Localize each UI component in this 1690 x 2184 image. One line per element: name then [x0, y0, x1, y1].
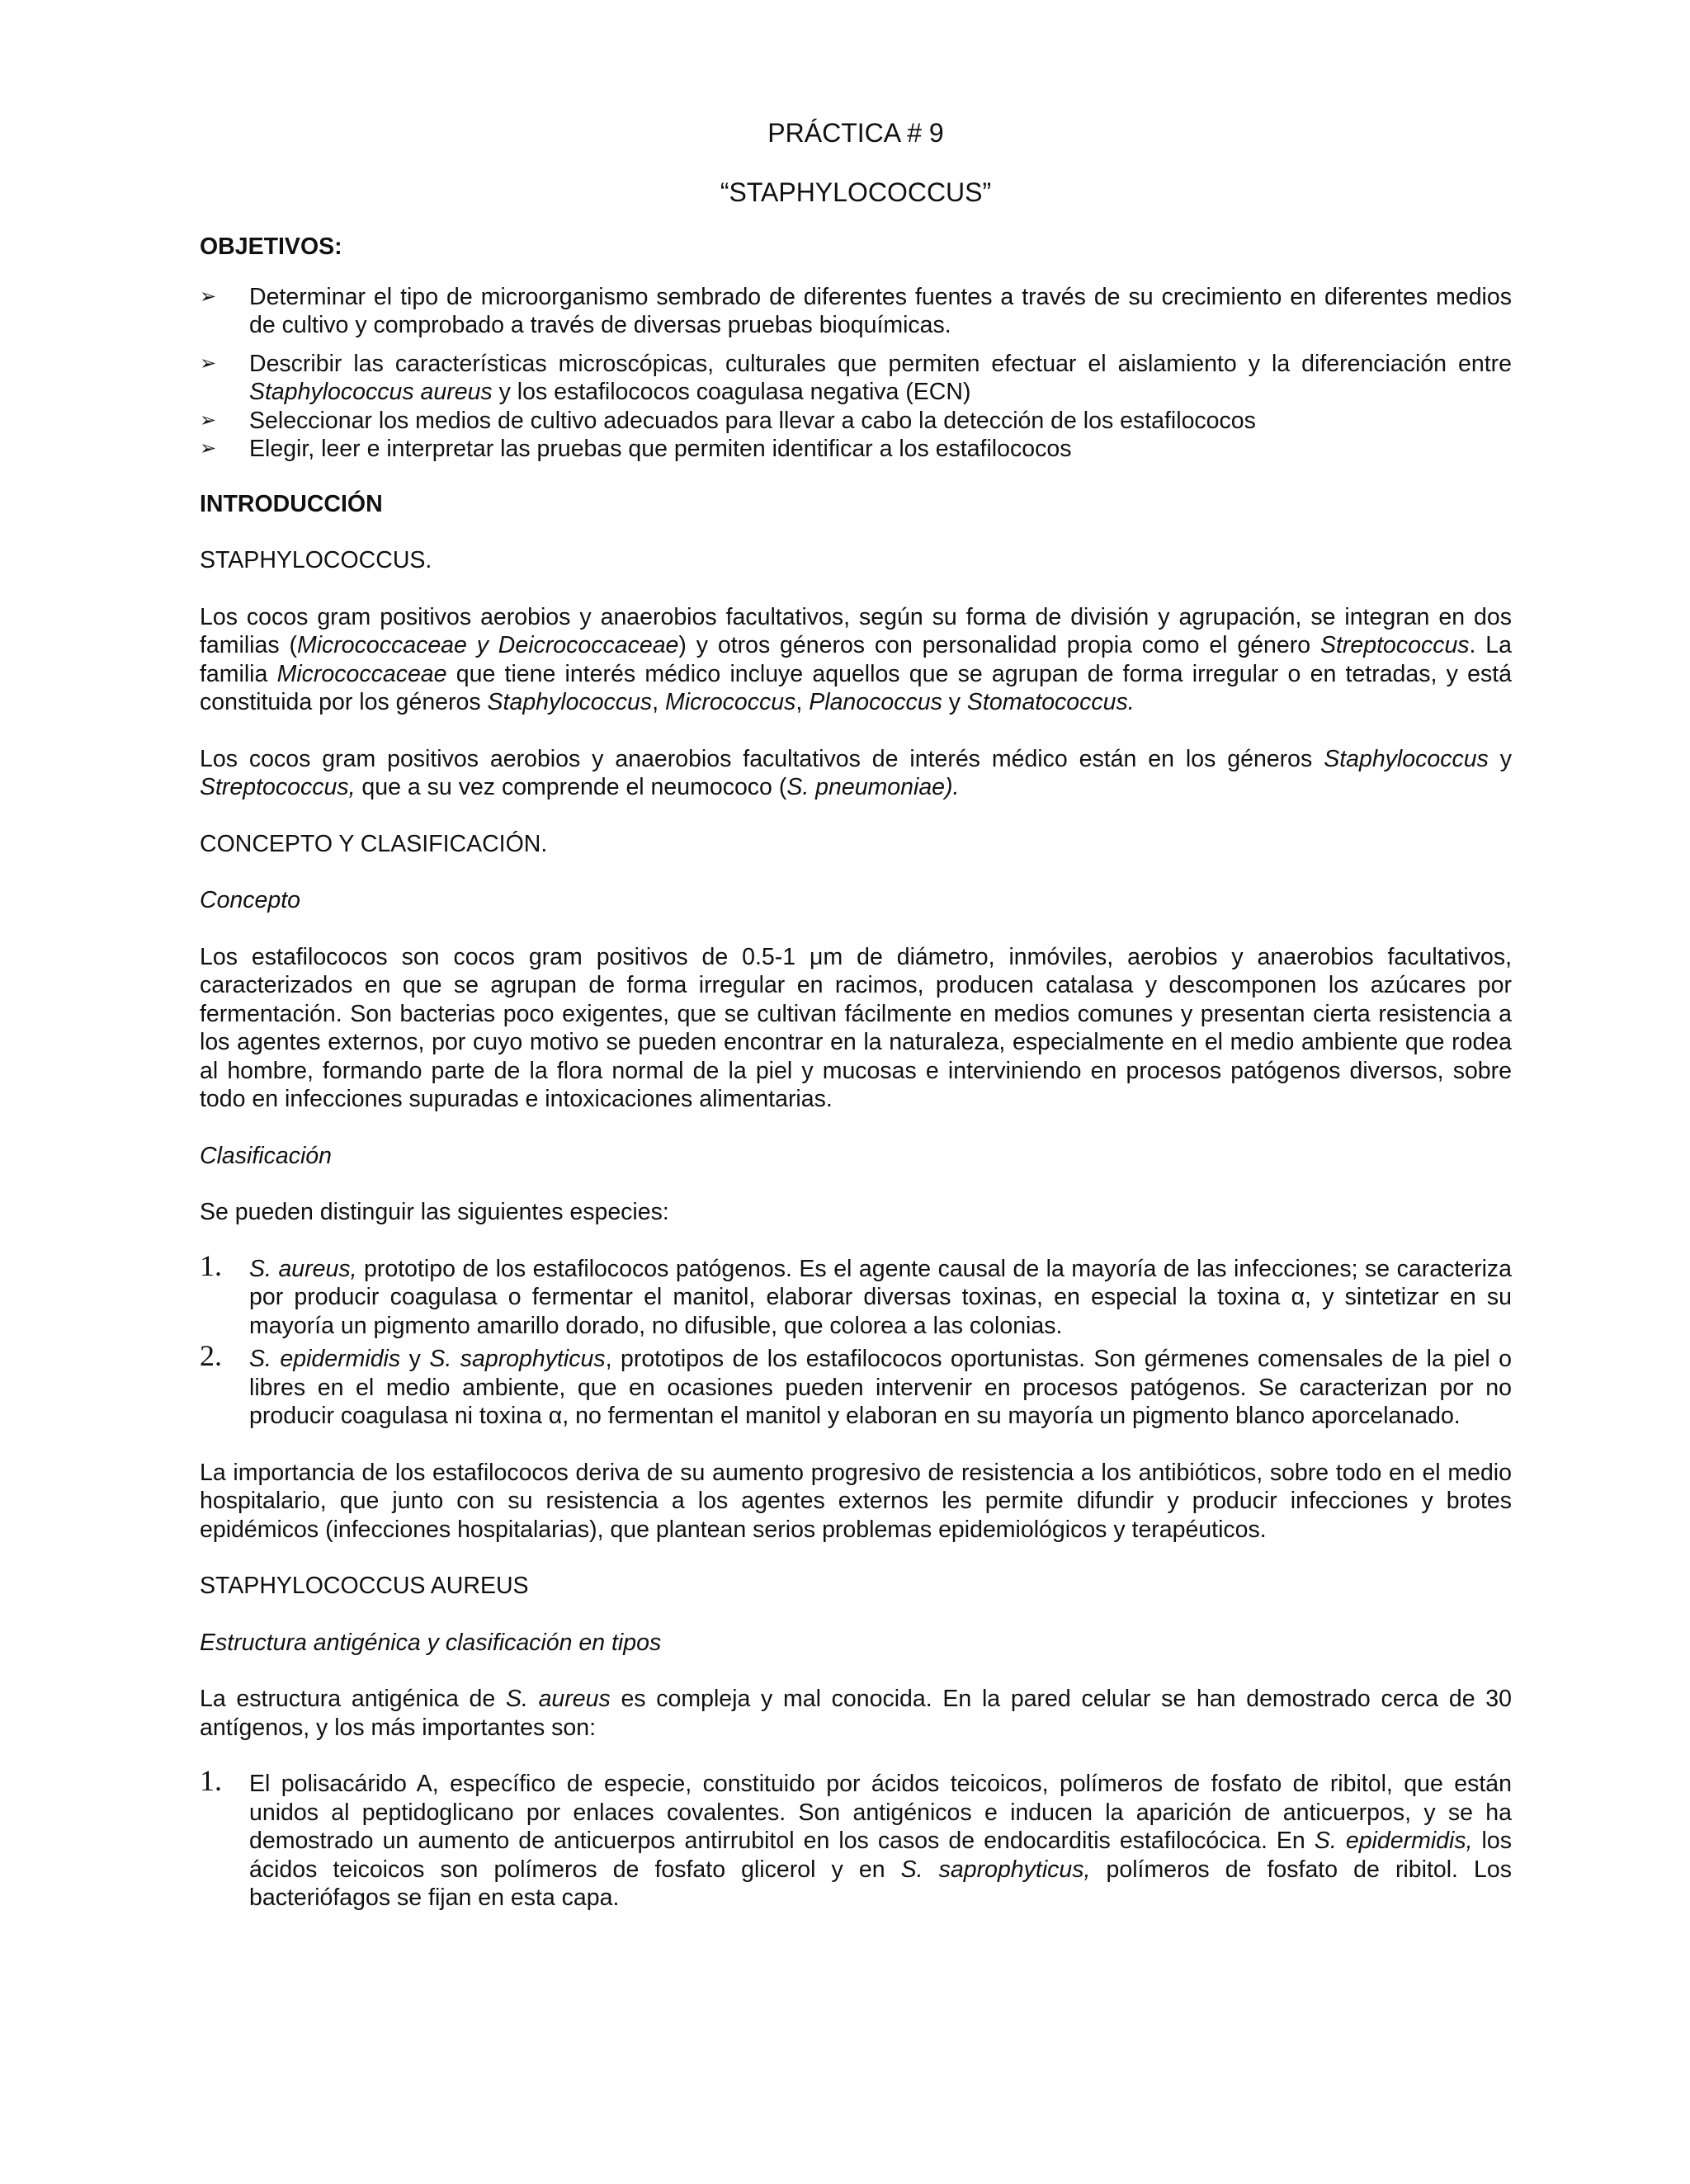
objectives-heading: OBJETIVOS:: [200, 233, 342, 260]
arrow-bullet-icon: ➢: [200, 437, 217, 460]
intro-heading: INTRODUCCIÓN: [200, 490, 383, 517]
classification-intro: Se pueden distinguir las siguientes especies:: [200, 1199, 669, 1225]
intro-subheading: STAPHYLOCOCCUS.: [200, 547, 432, 573]
aureus-subheading: Estructura antigénica y clasificación en tipos: [200, 1629, 662, 1656]
species-list: [200, 1248, 1513, 1431]
document-title: “STAPHYLOCOCCUS”: [720, 177, 992, 207]
antigen-list: [200, 1764, 1513, 1913]
objectives-list: [200, 283, 1512, 464]
arrow-bullet-icon: ➢: [200, 351, 217, 375]
list-item: 1. El polisacárido A, específico de especie, constituido por ácidos teicoicos, polímeros de fosfato de ribitol, que están unidos al peptidoglicano por enlaces covalentes. Son antigénicos e inducen la aparición de anticuerpos, y se ha demostrado un aumento de anticuerpos antirrubitol en los casos de endocarditis estafilocócica. En S. epidermidis, los ácidos teicoicos son polímeros de fosfato glicerol y en S. saprophyticus, polímeros de fosfato de ribitol. Los bacteriófagos se fijan en esta capa.: [200, 1764, 1513, 1911]
concept-paragraph: Los estafilococos son cocos gram positivos de 0.5-1 μm de diámetro, inmóviles, aerobios y anaerobios facultativos, caracterizados en que se agrupan de forma irregular en racimos, producen catalasa y descomponen los azúcares por fermentación. Son bacterias poco exigentes, que se cultivan fácilmente en medios comunes y presentan cierta resistencia a los agentes externos, por cuyo motivo se pueden encontrar en la naturaleza, especialmente en el medio ambiente que rodea al hombre, formando parte de la flora normal de la piel y mucosas e interviniendo en procesos patógenos diversos, sobre todo en infecciones supuradas e intoxicaciones alimentarias.: [200, 943, 1512, 1112]
document-body: [200, 116, 1512, 1913]
list-item: ➢ Seleccionar los medios de cultivo adecuados para llevar a cabo la detección de los estafilococos: [200, 407, 1256, 434]
intro-paragraph-1: Los cocos gram positivos aerobios y anaerobios facultativos, según su forma de división y agrupación, se integran en dos familias (Micrococcaceae y Deicrococcaceae) y otros géneros con personalidad propia como el género Streptococcus. La familia Micrococcaceae que tiene interés médico incluye aquellos que se agrupan de forma irregular o en tetradas, y está constituida por los géneros Staphylococcus, Micrococcus, Planococcus y Stomatococcus.: [200, 603, 1513, 715]
aureus-paragraph: La estructura antigénica de S. aureus es compleja y mal conocida. En la pared celular se han demostrado cerca de 30 antígenos, y los más importantes son:: [200, 1686, 1512, 1741]
concept-subheading: Concepto: [200, 887, 301, 913]
arrow-bullet-icon: ➢: [200, 285, 217, 308]
list-item: ➢ Determinar el tipo de microorganismo sembrado de diferentes fuentes a través de su crecimiento en diferentes medios de cultivo y comprobado a través de diversas pruebas bioquímicas.: [200, 283, 1512, 338]
intro-paragraph-2: Los cocos gram positivos aerobios y anaerobios facultativos de interés médico están en los géneros Staphylococcus y Streptococcus, que a su vez comprende el neumococo (S. pneumoniae).: [200, 745, 1513, 800]
list-item: 2. S. epidermidis y S. saprophyticus, prototipos de los estafilococos oportunistas. Son gérmenes comensales de la piel o libres en el medio ambiente, que en ocasiones pueden intervenir en procesos patógenos. Se caracterizan por no producir coagulasa ni toxina α, no fermentan el manitol y elaboran en su mayoría un pigmento blanco aporcelanado.: [200, 1339, 1513, 1429]
aureus-heading: STAPHYLOCOCCUS AUREUS: [200, 1573, 529, 1599]
list-number: 1.: [200, 1248, 222, 1282]
list-item: 1. S. aureus, prototipo de los estafilococos patógenos. Es el agente causal de la mayoría de las infecciones; se caracteriza por producir coagulasa o fermentar el manitol, elaborar diversas toxinas, en especial la toxina α, y sintetizar en su mayoría un pigmento amarillo dorado, no difusible, que colorea a las colonias.: [200, 1248, 1513, 1339]
concept-heading: CONCEPTO Y CLASIFICACIÓN.: [200, 830, 548, 857]
list-number: 2.: [200, 1339, 222, 1372]
classification-subheading: Clasificación: [200, 1142, 332, 1169]
list-item: ➢ Elegir, leer e interpretar las pruebas que permiten identificar a los estafilococos: [200, 436, 1072, 462]
importance-paragraph: La importancia de los estafilococos deriva de su aumento progresivo de resistencia a los antibióticos, sobre todo en el medio hospitalario, que junto con su resistencia a los agentes externos les permite difundir y producir infecciones y brotes epidémicos (infecciones hospitalarias), que plantean serios problemas epidemiológicos y terapéuticos.: [200, 1459, 1512, 1543]
arrow-bullet-icon: ➢: [200, 408, 217, 432]
list-item: ➢ Describir las características microscópicas, culturales que permiten efectuar el aislamiento y la diferenciación entre Staphylococcus aureus y los estafilococos coagulasa negativa (ECN): [200, 350, 1512, 405]
practice-number: PRÁCTICA # 9: [767, 118, 944, 148]
list-number: 1.: [200, 1764, 222, 1797]
